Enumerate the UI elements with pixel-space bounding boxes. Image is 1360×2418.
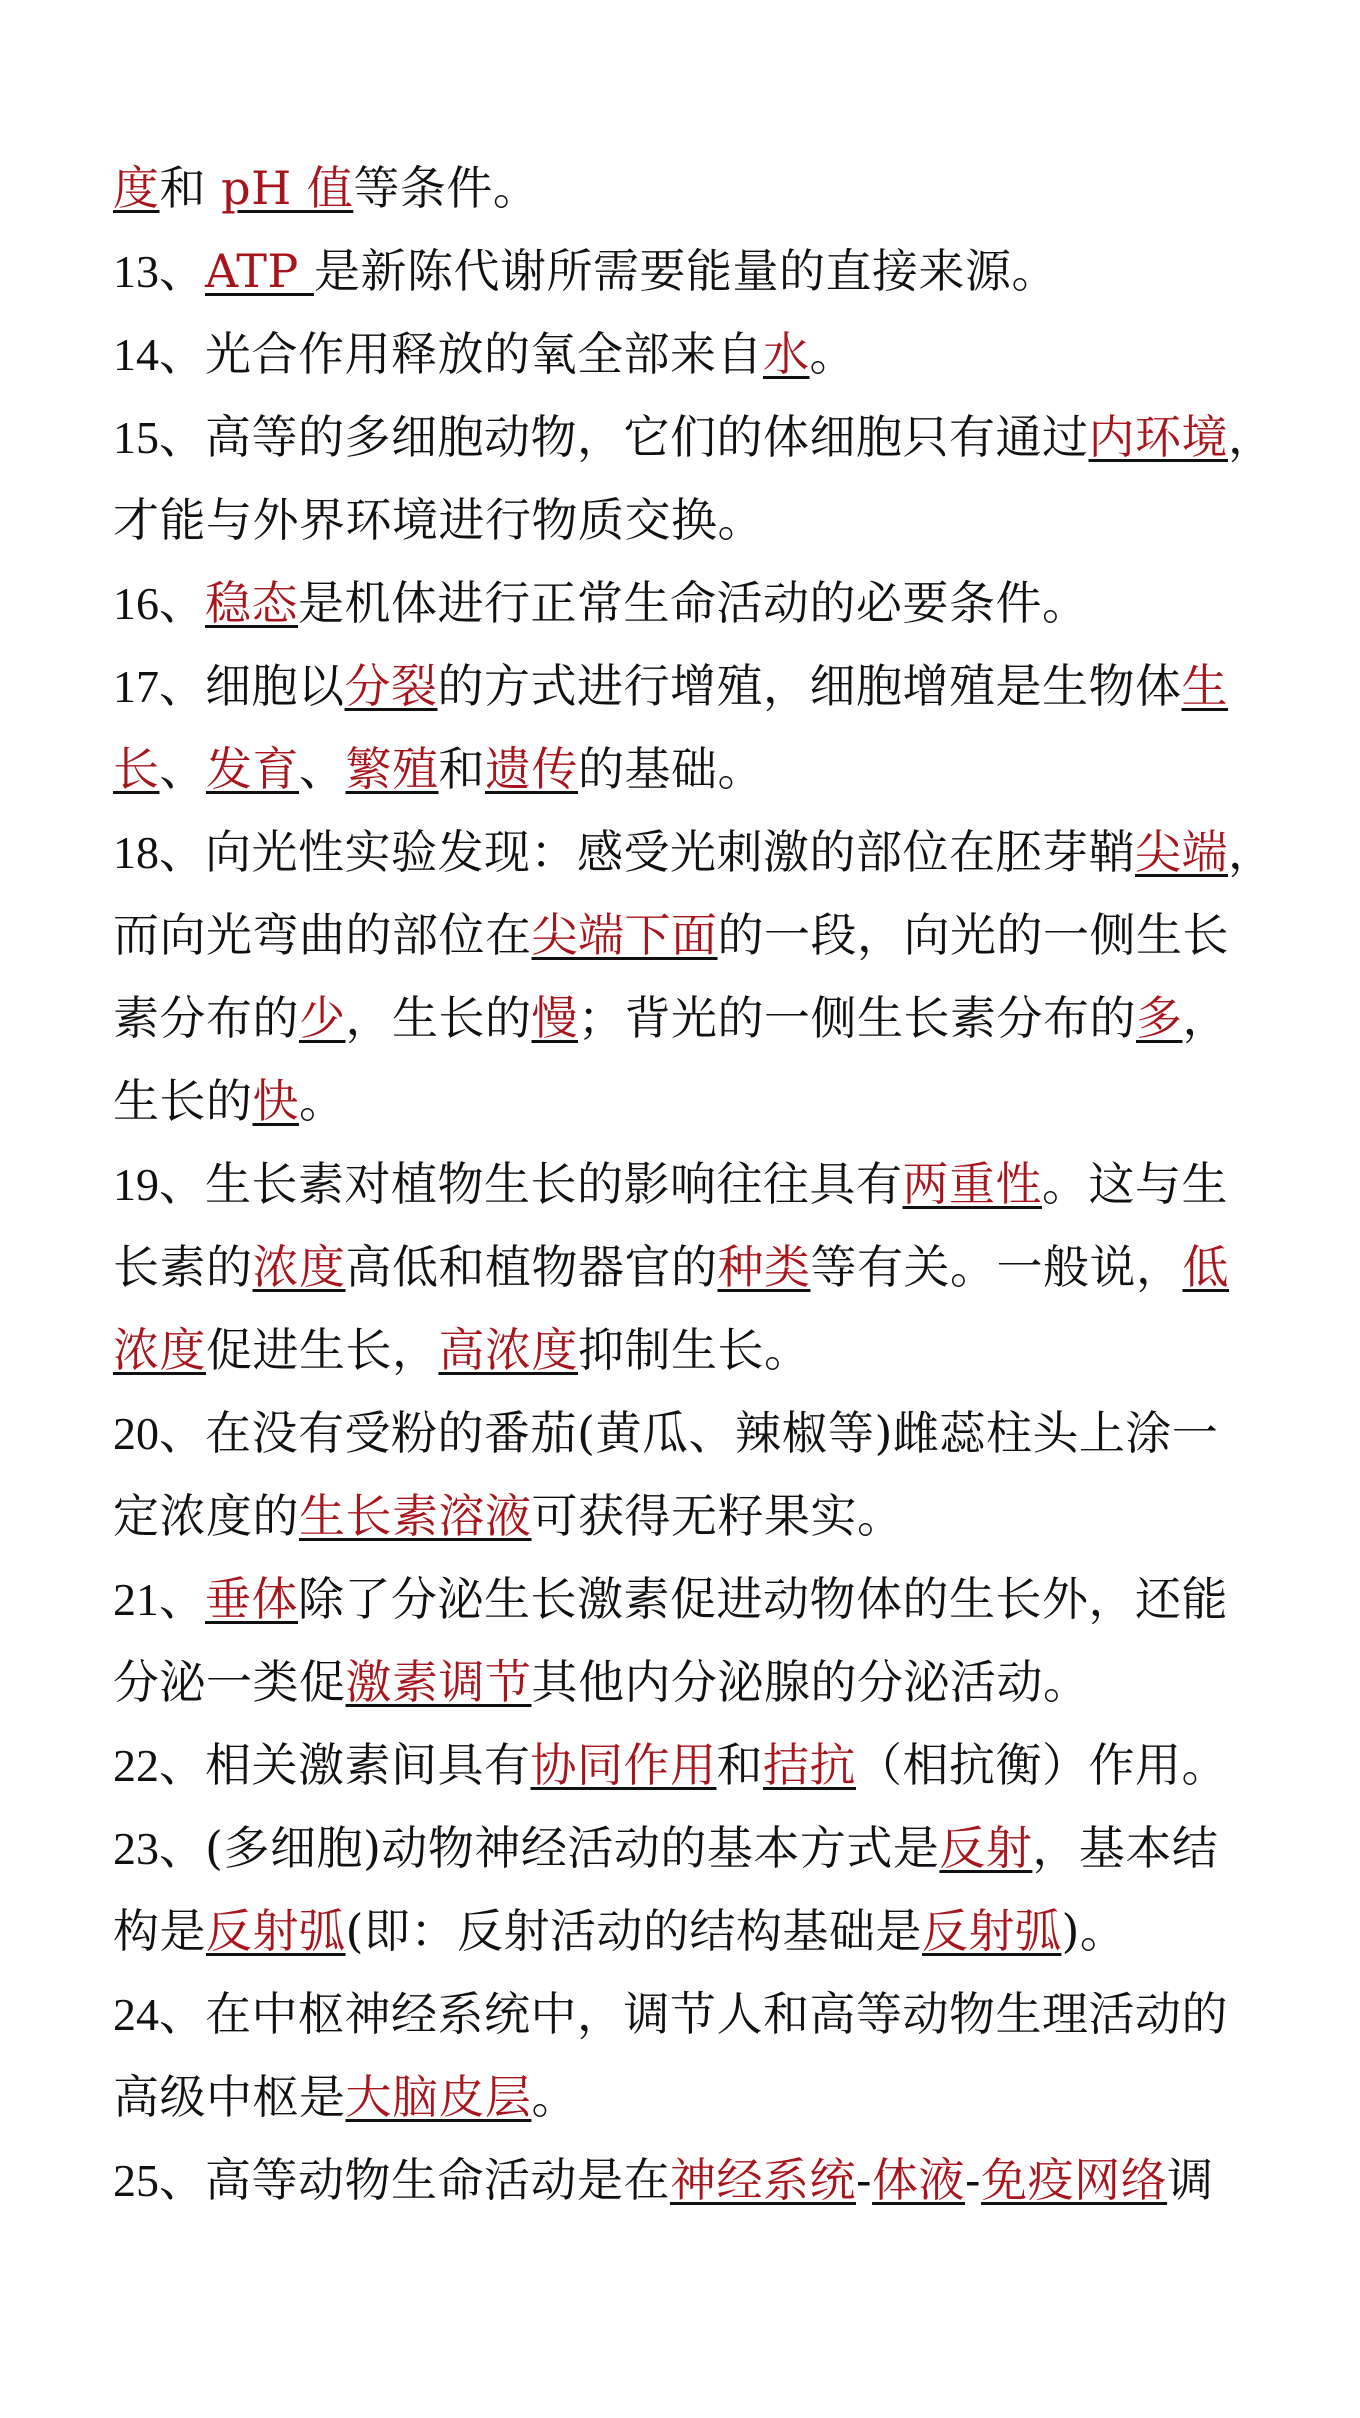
highlighted-keyword: 繁殖 (345, 742, 439, 796)
body-text: 高等的多细胞动物，它们的体细胞只有通过 (205, 410, 1089, 464)
body-text: ；背光的一侧生长素分布的 (578, 991, 1136, 1045)
text-line (113, 2067, 578, 2127)
highlighted-keyword: 拮抗 (763, 1738, 856, 1792)
body-text: 素分布的 (113, 991, 299, 1045)
highlighted-keyword: 分裂 (344, 659, 438, 713)
text-line (113, 1569, 1228, 1629)
body-text: 可获得无籽果实。 (531, 1489, 904, 1543)
body-text: 长素的 (113, 1240, 253, 1294)
body-text: 。 (531, 2070, 578, 2124)
highlighted-keyword: 发育 (206, 742, 299, 796)
body-text: ， (1228, 410, 1275, 464)
text-line (113, 1984, 1228, 2044)
item-number: 14、 (113, 329, 205, 380)
highlighted-keyword: ATP (205, 244, 314, 298)
highlighted-keyword: 尖端 (1135, 825, 1228, 879)
text-line (113, 1735, 1228, 1795)
body-text: 定浓度的 (113, 1489, 299, 1543)
highlighted-keyword: 免疫网络 (981, 2153, 1168, 2207)
text-line (113, 1818, 1218, 1878)
body-text: ， (1182, 991, 1229, 1045)
text-line (113, 324, 856, 384)
highlighted-keyword: 反射弧 (921, 1904, 1062, 1958)
body-text: 的一段，向光的一侧生长 (717, 908, 1229, 962)
text-line (113, 407, 1275, 467)
highlighted-keyword: 反射弧 (206, 1904, 346, 1958)
text-line (113, 573, 1089, 633)
text-line (113, 1237, 1229, 1297)
highlighted-keyword: 稳态 (205, 576, 298, 630)
text-line (113, 656, 1228, 716)
body-text: 等条件。 (353, 161, 540, 215)
item-number: 24、 (113, 1989, 205, 2040)
body-text: 和 (716, 1738, 763, 1792)
highlighted-keyword: 体液 (872, 2153, 966, 2207)
body-text: 相关激素间具有 (205, 1738, 531, 1792)
highlighted-keyword: 低 (1182, 1240, 1229, 1294)
body-text: 高等动物生命活动是在 (205, 2153, 670, 2207)
body-text: (即：反射活动的结构基础是 (345, 1904, 922, 1958)
body-text: 细胞以 (205, 659, 345, 713)
highlighted-keyword: 尖端下面 (531, 908, 718, 962)
body-text: 除了分泌生长激素促进动物体的生长外，还能 (298, 1572, 1228, 1626)
body-text: 的方式进行增殖，细胞增殖是生物体 (437, 659, 1182, 713)
text-line (113, 1154, 1228, 1214)
body-text: 促进生长， (206, 1323, 439, 1377)
text-line (113, 158, 539, 218)
text-line (113, 1403, 1218, 1463)
body-text: 高低和植物器官的 (345, 1240, 718, 1294)
body-text: 抑制生长。 (578, 1323, 811, 1377)
text-line (113, 1320, 811, 1380)
body-text: 的基础。 (578, 742, 764, 796)
body-text: - (856, 2153, 873, 2207)
highlighted-keyword: 种类 (717, 1240, 811, 1294)
highlighted-keyword: 高浓度 (438, 1323, 578, 1377)
text-line (113, 490, 764, 550)
item-number: 17、 (113, 661, 205, 712)
body-text: （相抗衡）作用。 (856, 1738, 1228, 1792)
body-text: 高级中枢是 (113, 2070, 346, 2124)
body-text: 、 (299, 742, 346, 796)
item-number: 19、 (113, 1159, 205, 1210)
highlighted-keyword: 生 (1181, 659, 1228, 713)
highlighted-keyword: 激素调节 (345, 1655, 532, 1709)
text-line (113, 1071, 346, 1131)
item-number: 23、 (113, 1823, 205, 1874)
body-text: 光合作用释放的氧全部来自 (205, 327, 763, 381)
highlighted-keyword: 慢 (531, 991, 578, 1045)
text-line (113, 241, 1058, 301)
item-number: 13、 (113, 246, 205, 297)
text-line (113, 1486, 904, 1546)
body-text: ，基本结 (1032, 1821, 1219, 1875)
body-text: 等有关。一般说， (810, 1240, 1183, 1294)
highlighted-keyword: 协同作用 (530, 1738, 717, 1792)
text-line (113, 905, 1229, 965)
highlighted-keyword: 反射 (939, 1821, 1033, 1875)
body-text: 。这与生 (1042, 1157, 1228, 1211)
text-line (113, 988, 1229, 1048)
highlighted-keyword: 浓度 (252, 1240, 346, 1294)
body-text: (多细胞)动物神经活动的基本方式是 (205, 1821, 940, 1875)
body-text: )。 (1061, 1904, 1127, 1958)
body-text: 在中枢神经系统中，调节人和高等动物生理活动的 (205, 1987, 1228, 2041)
body-text: ， (1228, 825, 1275, 879)
body-text: 、 (159, 742, 206, 796)
item-number: 21、 (113, 1574, 205, 1625)
highlighted-keyword: 浓度 (113, 1323, 206, 1377)
text-line (113, 822, 1275, 882)
body-text: 才能与外界环境进行物质交换。 (113, 493, 764, 547)
body-text: 生长的 (113, 1074, 253, 1128)
body-text: 其他内分泌腺的分泌活动。 (531, 1655, 1090, 1709)
item-number: 22、 (113, 1740, 205, 1791)
highlighted-keyword: 生长素溶液 (299, 1489, 532, 1543)
body-text: 。 (299, 1074, 346, 1128)
item-number: 25、 (113, 2155, 205, 2206)
body-text: 在没有受粉的番茄(黄瓜、辣椒等)雌蕊柱头上涂一 (205, 1406, 1219, 1460)
body-text: 向光性实验发现：感受光刺激的部位在胚芽鞘 (205, 825, 1135, 879)
text-line (113, 2150, 1214, 2210)
item-number: 20、 (113, 1408, 205, 1459)
body-text: 构是 (113, 1904, 206, 1958)
highlighted-keyword: 内环境 (1088, 410, 1228, 464)
highlighted-keyword: 多 (1136, 991, 1183, 1045)
body-text: 分泌一类促 (113, 1655, 346, 1709)
item-number: 16、 (113, 578, 205, 629)
body-text: 。 (809, 327, 856, 381)
body-text: 是机体进行正常生命活动的必要条件。 (298, 576, 1089, 630)
highlighted-keyword: 水 (763, 327, 810, 381)
highlighted-keyword: 两重性 (902, 1157, 1042, 1211)
body-text: 和 (438, 742, 485, 796)
item-number: 18、 (113, 827, 205, 878)
body-text: 调 (1167, 2153, 1214, 2207)
highlighted-keyword: 长 (113, 742, 160, 796)
highlighted-keyword: 神经系统 (670, 2153, 856, 2207)
body-text: 和 (159, 161, 222, 215)
highlighted-keyword: 大脑皮层 (345, 2070, 532, 2124)
text-line (113, 739, 764, 799)
item-number: 15、 (113, 412, 205, 463)
text-line (113, 1652, 1090, 1712)
body-text: - (965, 2153, 982, 2207)
highlighted-keyword: 少 (299, 991, 346, 1045)
highlighted-keyword: pH 值 (221, 161, 354, 215)
body-text: 生长素对植物生长的影响往往具有 (205, 1157, 903, 1211)
text-line (113, 1901, 1126, 1961)
highlighted-keyword: 度 (113, 161, 160, 215)
body-text: 而向光弯曲的部位在 (113, 908, 532, 962)
highlighted-keyword: 遗传 (485, 742, 578, 796)
highlighted-keyword: 快 (252, 1074, 299, 1128)
highlighted-keyword: 垂体 (205, 1572, 298, 1626)
body-text: 是新陈代谢所需要能量的直接来源。 (313, 244, 1058, 298)
body-text: ，生长的 (345, 991, 532, 1045)
